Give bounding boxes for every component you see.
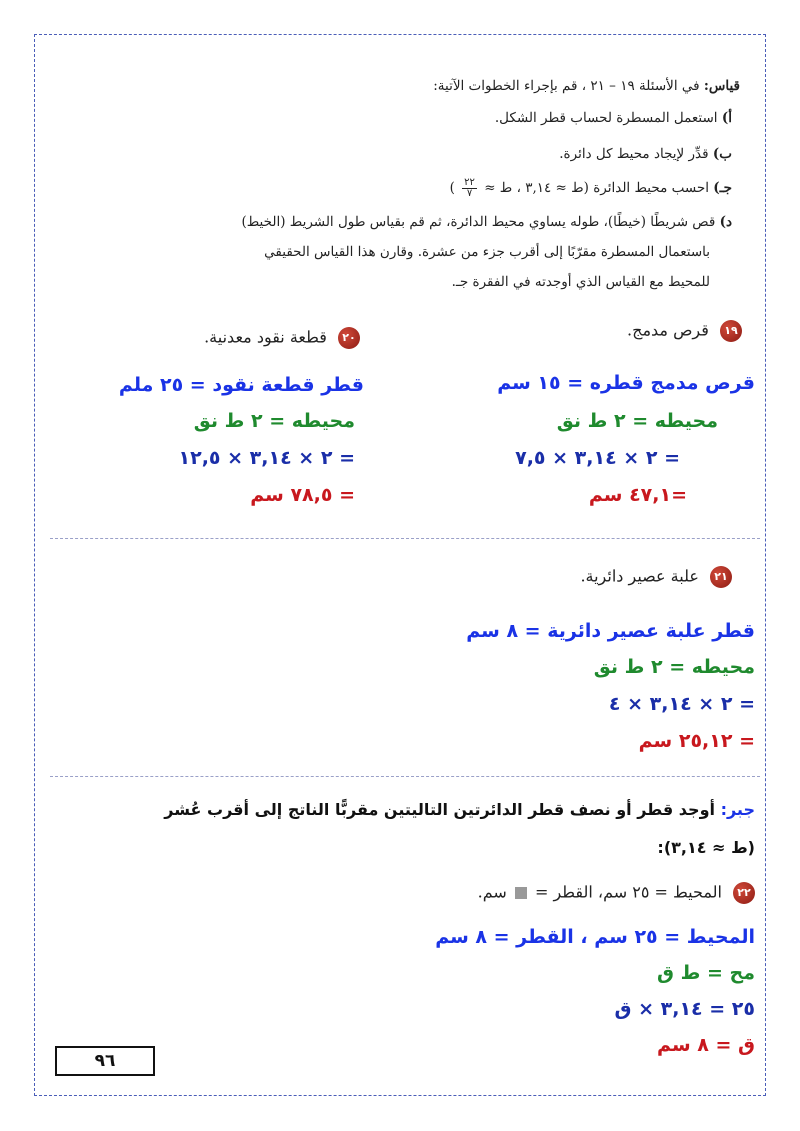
q20-label-line xyxy=(204,327,360,349)
q22-line-2: مح = ط ق xyxy=(657,962,755,984)
blank-square-icon xyxy=(515,887,527,899)
step-b-text: قدِّر لإيجاد محيط كل دائرة. xyxy=(559,146,709,162)
q21-line-1: قطر علبة عصير دائرية = ٨ سم xyxy=(466,620,755,642)
intro-text: في الأسئلة ١٩ – ٢١ ، قم بإجراء الخطوات الآتية: xyxy=(433,78,700,94)
step-d-text-1: قص شريطًا (خيطًا)، طوله يساوي محيط الدائرة، ثم قم بقياس طول الشريط (الخيط) xyxy=(241,214,716,230)
step-a xyxy=(495,110,732,126)
q19-label-line xyxy=(627,320,742,342)
q19-line-2: محيطه = ٢ ط نق xyxy=(556,410,718,432)
page-number: ٩٦ xyxy=(55,1046,155,1076)
algebra-heading: جبر: xyxy=(720,800,755,819)
step-c-label: جـ) xyxy=(713,180,732,196)
step-c xyxy=(450,178,732,199)
step-a-label: أ) xyxy=(721,110,732,126)
q21-number-badge: ٢١ xyxy=(710,566,732,588)
q20-line-3: = ٢ × ٣,١٤ × ١٢,٥ xyxy=(178,447,355,469)
q22-label-a: المحيط = ٢٥ سم، القطر = xyxy=(534,882,722,902)
q20-label: قطعة نقود معدنية. xyxy=(204,327,327,347)
intro-heading-line xyxy=(433,78,740,94)
step-d-label: د) xyxy=(719,214,732,230)
step-c-text: احسب محيط الدائرة (ط ≈ ٣,١٤ ، ط ≈ xyxy=(484,180,709,196)
q22-line-3: ٢٥ = ٣,١٤ × ق xyxy=(614,998,755,1020)
algebra-text: أوجد قطر أو نصف قطر الدائرتين التاليتين مقربًّا الناتج إلى أقرب عُشر xyxy=(164,800,715,819)
q20-line-4: = ٧٨,٥ سم xyxy=(250,484,355,506)
step-c-end: ) xyxy=(449,180,455,196)
q20-line-2: محيطه = ٢ ط نق xyxy=(193,410,355,432)
q21-line-2: محيطه = ٢ ط نق xyxy=(593,656,755,678)
step-d-line-3: للمحيط مع القياس الذي أوجدته في الفقرة جـ. xyxy=(451,274,710,290)
q22-line-4: ق = ٨ سم xyxy=(657,1034,755,1056)
step-b-label: ب) xyxy=(712,146,732,162)
q19-line-4: =٤٧,١ سم xyxy=(588,484,687,506)
step-b xyxy=(559,146,732,162)
algebra-heading-line xyxy=(164,800,755,819)
q22-number-badge: ٢٢ xyxy=(733,882,755,904)
q21-label: علبة عصير دائرية. xyxy=(580,566,699,586)
step-d xyxy=(241,214,732,230)
fraction-numerator: ٢٢ xyxy=(464,177,475,188)
q21-label-line xyxy=(580,566,732,588)
section-divider-1 xyxy=(50,538,760,539)
q22-line-1: المحيط = ٢٥ سم ، القطر = ٨ سم xyxy=(435,926,755,948)
q19-label: قرص مدمج. xyxy=(627,320,709,340)
algebra-pi-note: (ط ≈ ٣,١٤): xyxy=(657,838,755,857)
step-a-text: استعمل المسطرة لحساب قطر الشكل. xyxy=(494,110,718,126)
fraction-denominator: ٧ xyxy=(466,188,473,199)
q21-line-3: = ٢ × ٣,١٤ × ٤ xyxy=(608,693,755,715)
q20-line-1: قطر قطعة نقود = ٢٥ ملم xyxy=(118,374,364,396)
q19-number-badge: ١٩ xyxy=(720,320,742,342)
q19-line-1: قرص مدمج قطره = ١٥ سم xyxy=(497,372,755,394)
q22-label-line xyxy=(478,882,755,904)
q20-number-badge: ٢٠ xyxy=(338,327,360,349)
step-d-line-2: باستعمال المسطرة مقرّبًا إلى أقرب جزء من عشرة. وقارن هذا القياس الحقيقي xyxy=(264,244,710,260)
q19-line-3: = ٢ × ٣,١٤ × ٧,٥ xyxy=(515,447,680,469)
intro-heading: قياس: xyxy=(703,78,740,94)
section-divider-2 xyxy=(50,776,760,777)
fraction-22-7 xyxy=(462,178,477,199)
q22-label-b: سم. xyxy=(477,882,507,902)
q21-line-4: = ٢٥,١٢ سم xyxy=(638,730,755,752)
